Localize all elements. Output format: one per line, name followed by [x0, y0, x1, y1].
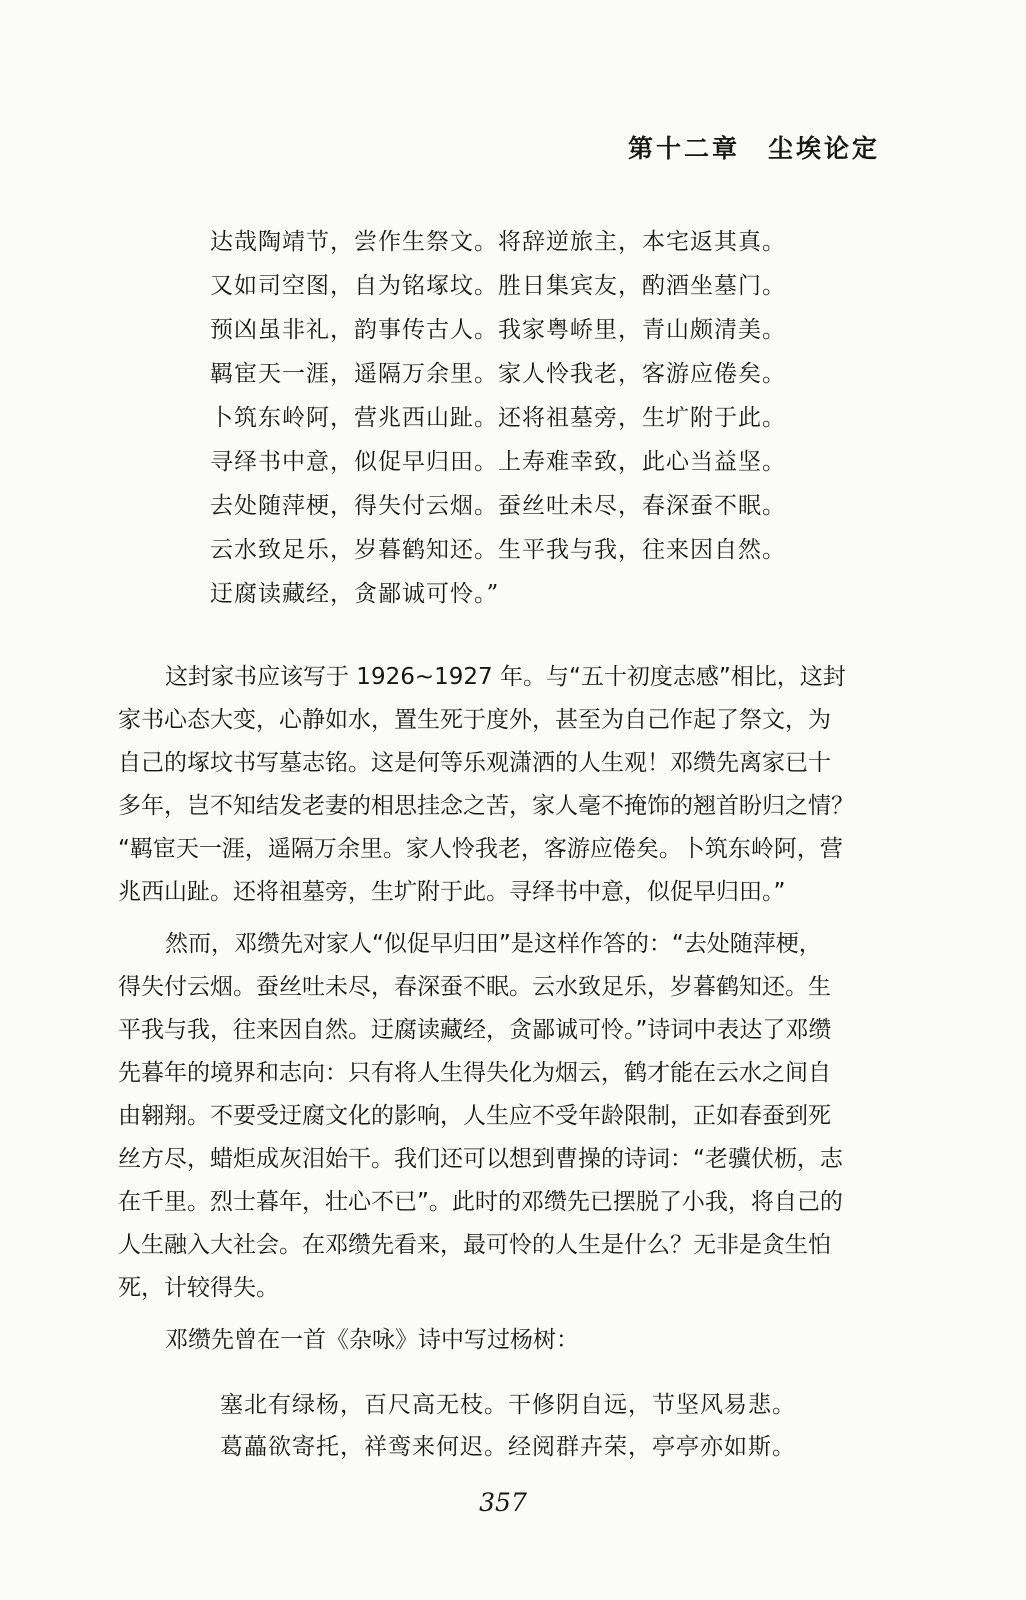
paragraph-gap [118, 914, 884, 923]
text-line: 邓缵先曾在一首《杂咏》诗中写过杨树： [165, 1327, 579, 1353]
poem-line: 又如司空图，自为铭塚坟。胜日集宾友，酌酒坐墓门。 [210, 273, 786, 299]
text-line: 多年，岂不知结发老妻的相思挂念之苦，家人毫不掩饰的翘首盼归之情？ [118, 793, 854, 819]
text-line: 家书心态大变，心静如水，置生死于度外，甚至为自己作起了祭文，为 [118, 707, 831, 733]
poem-line: 羁宦天一涯，遥隔万余里。家人怜我老，客游应倦矣。 [210, 361, 786, 387]
text-line: 丝方尽，蜡炬成灰泪始干。我们还可以想到曹操的诗词：“老骥伏枥，志 [118, 1146, 843, 1172]
poem-block [210, 220, 790, 616]
poem-line: 塞北有绿杨，百尺高无枝。干修阴自远，节坚风易悲。 [220, 1392, 796, 1418]
body-text [118, 656, 884, 1362]
poem-line: 卜筑东岭阿，营兆西山趾。还将祖墓旁，生圹附于此。 [210, 405, 786, 431]
poem-line: 去处随萍梗，得失付云烟。蚕丝吐未尽，春深蚕不眠。 [210, 493, 786, 519]
text-line: “羁宦天一涯，遥隔万余里。家人怜我老，客游应倦矣。卜筑东岭阿，营 [118, 836, 843, 862]
text-line: 平我与我，往来因自然。迂腐读藏经，贪鄙诚可怜。”诗词中表达了邓缵 [118, 1017, 832, 1043]
paragraph-gap [118, 1310, 884, 1319]
poem-line: 葛藟欲寄托，祥鸾来何迟。经阅群卉荣，亭亭亦如斯。 [220, 1434, 796, 1460]
page-number: 357 [479, 1488, 527, 1517]
text-line: 这封家书应该写于 1926~1927 年。与“五十初度志感”相比，这封 [165, 664, 846, 690]
text-line: 兆西山趾。还将祖墓旁，生圹附于此。寻绎书中意，似促早归田。” [118, 879, 786, 905]
running-head: 第十二章 尘埃论定 [627, 134, 880, 163]
text-line: 自己的塚坟书写墓志铭。这是何等乐观潇洒的人生观！邓缵先离家已十 [118, 750, 831, 776]
poem-line: 达哉陶靖节，尝作生祭文。将辞逆旅主，本宅返其真。 [210, 229, 786, 255]
poem-line: 云水致足乐，岁暮鹤知还。生平我与我，往来因自然。 [210, 537, 786, 563]
text-line: 人生融入大社会。在邓缵先看来，最可怜的人生是什么？无非是贪生怕 [118, 1232, 831, 1258]
text-line: 死，计较得失。 [118, 1275, 279, 1301]
poem-line: 寻绎书中意，似促早归田。上寿难幸致，此心当益坚。 [210, 449, 786, 475]
poem-line: 预凶虽非礼，韵事传古人。我家粤峤里，青山颇清美。 [210, 317, 786, 343]
text-line: 然而，邓缵先对家人“似促早归田”是这样作答的：“去处随萍梗， [165, 931, 822, 957]
text-line: 先暮年的境界和志向：只有将人生得失化为烟云，鹤才能在云水之间自 [118, 1060, 831, 1086]
text-line: 在千里。烈士暮年，壮心不已”。此时的邓缵先已摆脱了小我，将自己的 [118, 1189, 843, 1215]
poem-line: 迂腐读藏经，贪鄙诚可怜。” [210, 581, 500, 607]
text-line: 得失付云烟。蚕丝吐未尽，春深蚕不眠。云水致足乐，岁暮鹤知还。生 [118, 974, 831, 1000]
poem-block [220, 1384, 800, 1468]
text-line: 由翱翔。不要受迂腐文化的影响，人生应不受年龄限制，正如春蚕到死 [118, 1103, 831, 1129]
